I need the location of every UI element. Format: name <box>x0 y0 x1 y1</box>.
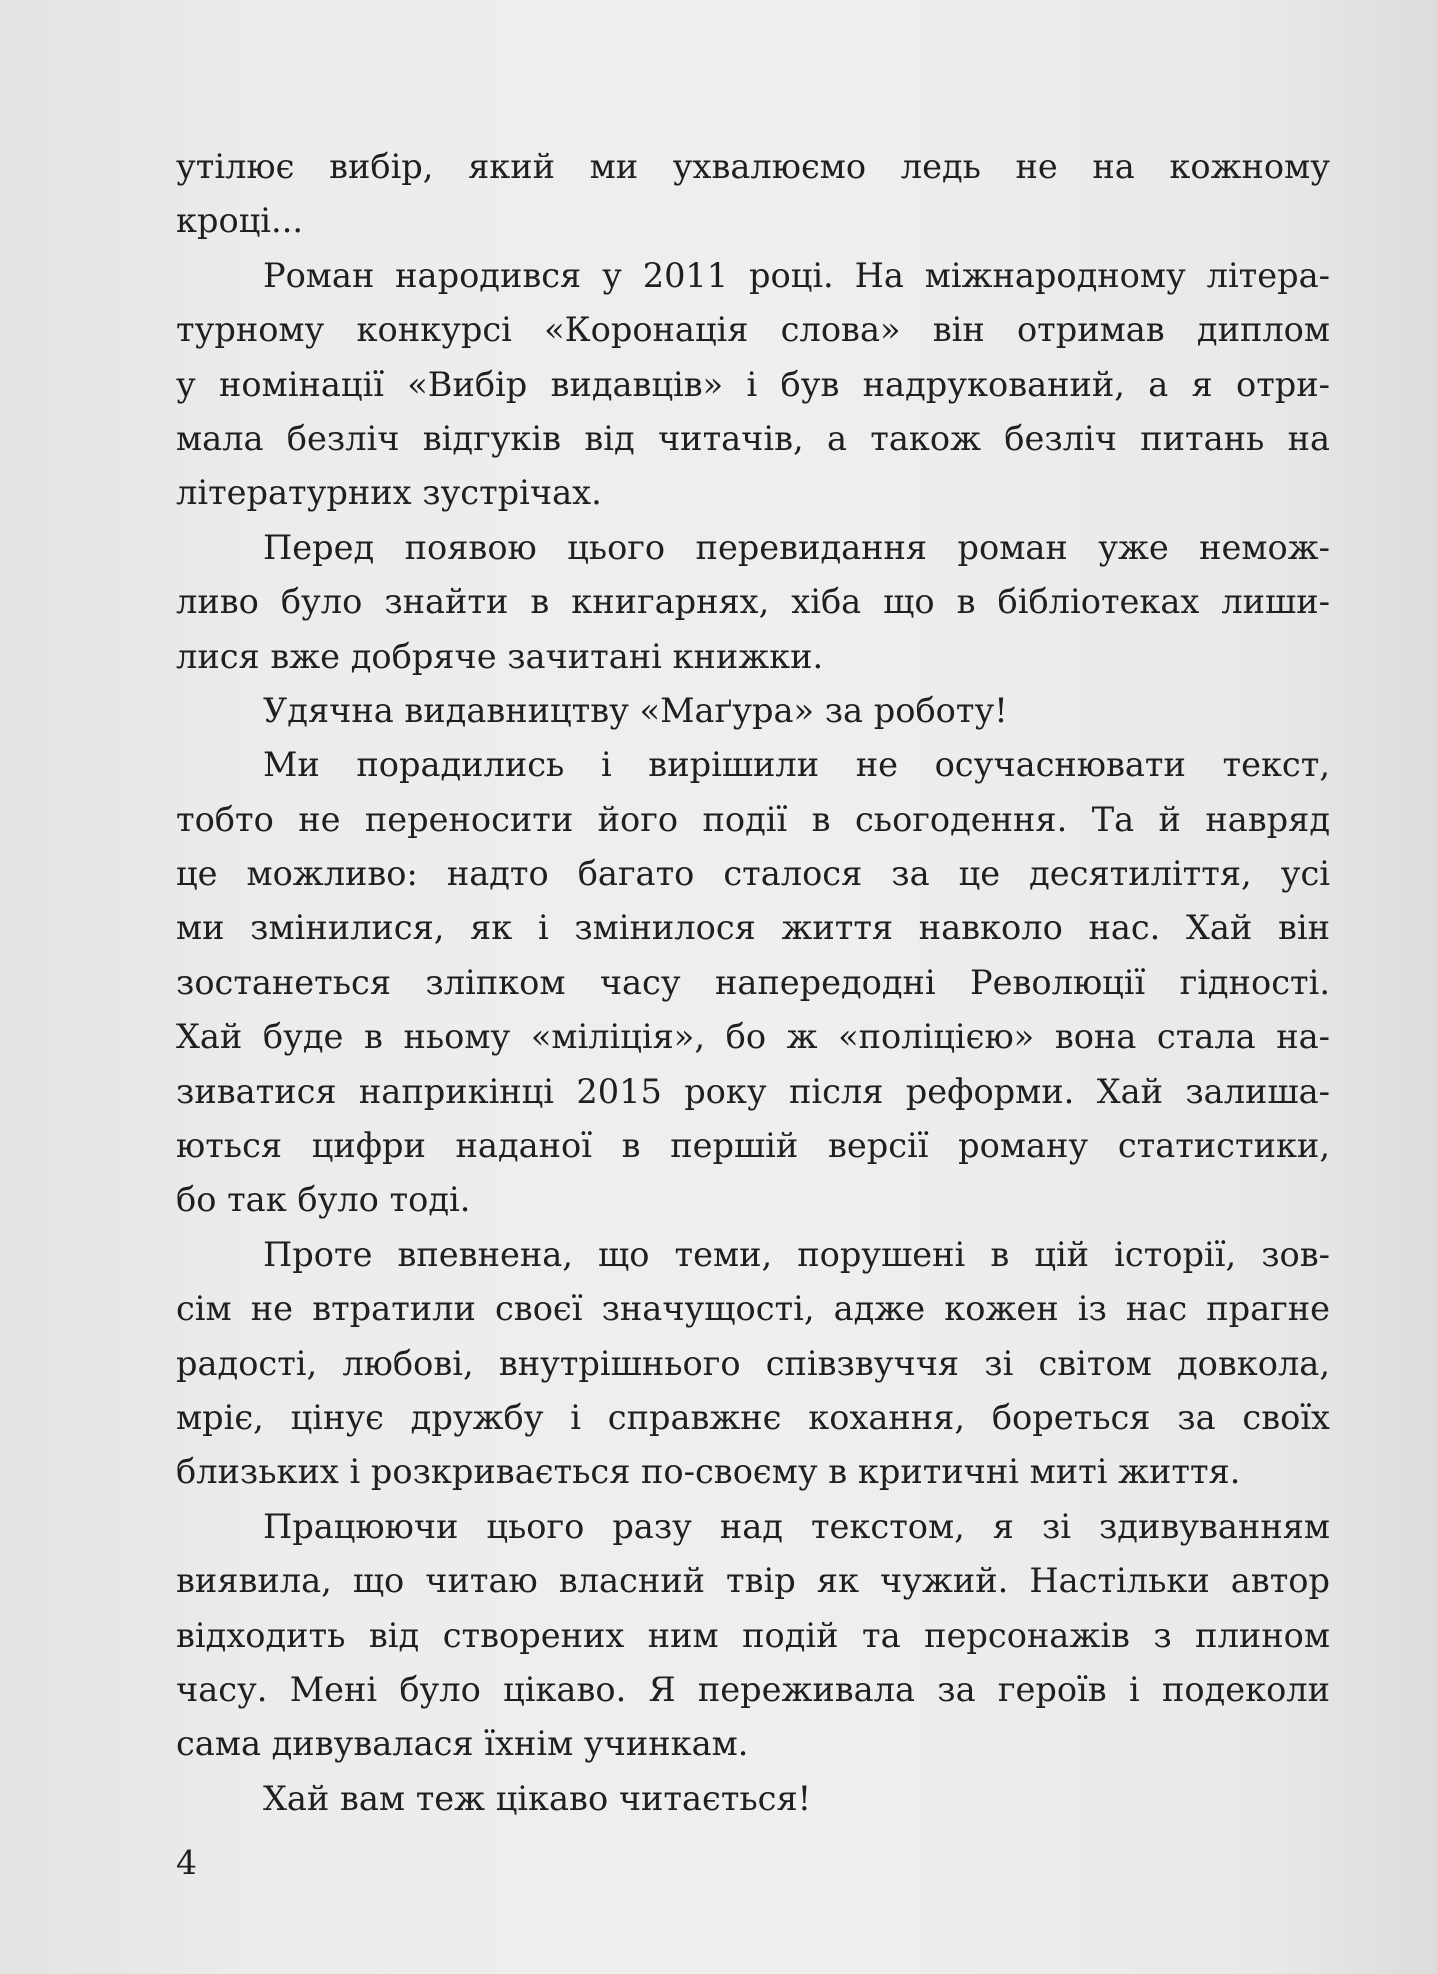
text-line: часу. Мені було цікаво. Я переживала за героїв і подеколи <box>176 1669 1330 1709</box>
text-line: Проте впевнена, що теми, порушені в цій історії, зов- <box>263 1234 1330 1274</box>
text-line: лися вже добряче зачитані книжки. <box>176 636 824 676</box>
text-line: літературних зустрічах. <box>176 473 602 513</box>
text-line: Працюючи цього разу над текстом, я зі здивуванням <box>263 1506 1330 1546</box>
text-line: зостанеться зліпком часу напередодні Революції гідності. <box>176 962 1330 1002</box>
text-line: турному конкурсі «Коронація слова» він отримав диплом <box>176 310 1330 350</box>
text-line: Ми порадились і вирішили не осучаснювати текст, <box>263 745 1330 785</box>
text-line: Хай буде в ньому «міліція», бо ж «поліцією» вона стала на- <box>176 1017 1330 1057</box>
paragraph <box>176 1772 1330 1826</box>
paragraph <box>176 684 1330 738</box>
text-line: зиватися наприкінці 2015 року після реформи. Хай залиша- <box>176 1071 1330 1111</box>
text-line: мріє, цінує дружбу і справжнє кохання, бореться за своїх <box>176 1397 1330 1437</box>
text-line: ються цифри наданої в першій версії роману статистики, <box>176 1126 1330 1166</box>
paragraph <box>176 140 1330 249</box>
text-line: Удячна видавництву «Маґура» за роботу! <box>263 690 1008 730</box>
text-line: сім не втратили своєї значущості, адже кожен із нас прагне <box>176 1289 1330 1329</box>
text-line: ливо було знайти в книгарнях, хіба що в бібліотеках лиши- <box>176 582 1330 622</box>
text-line: близьких і розкривається по-своєму в критичні миті життя. <box>176 1452 1241 1492</box>
body-text <box>176 140 1330 1826</box>
text-line: це можливо: надто багато сталося за це десятиліття, усі <box>176 854 1330 894</box>
paragraph <box>176 738 1330 1228</box>
text-line: кроці... <box>176 201 304 241</box>
text-line: тобто не переносити його події в сьогодення. Та й навряд <box>176 799 1330 839</box>
text-line: ми змінилися, як і змінилося життя навколо нас. Хай він <box>176 908 1330 948</box>
text-line: Перед появою цього перевидання роман уже немож- <box>263 527 1330 567</box>
text-line: радості, любові, внутрішнього співзвуччя зі світом довкола, <box>176 1343 1330 1383</box>
text-line: Хай вам теж цікаво читається! <box>263 1778 812 1818</box>
text-line: відходить від створених ним подій та персонажів з плином <box>176 1615 1330 1655</box>
text-line: у номінації «Вибір видавців» і був надрукований, а я отри- <box>176 364 1330 404</box>
paragraph <box>176 249 1330 521</box>
text-line: бо так було тоді. <box>176 1180 471 1220</box>
paragraph <box>176 521 1330 684</box>
paragraph <box>176 1228 1330 1500</box>
text-line: Роман народився у 2011 році. На міжнародному літера- <box>263 255 1330 295</box>
text-line: мала безліч відгуків від читачів, а також безліч питань на <box>176 418 1330 458</box>
text-line: виявила, що читаю власний твір як чужий. Настільки автор <box>176 1561 1330 1601</box>
paragraph <box>176 1500 1330 1772</box>
page-number: 4 <box>176 1843 197 1882</box>
text-line: сама дивувалася їхнім учинкам. <box>176 1724 749 1764</box>
text-line: утілює вибір, який ми ухвалюємо ледь не на кожному <box>176 147 1330 186</box>
